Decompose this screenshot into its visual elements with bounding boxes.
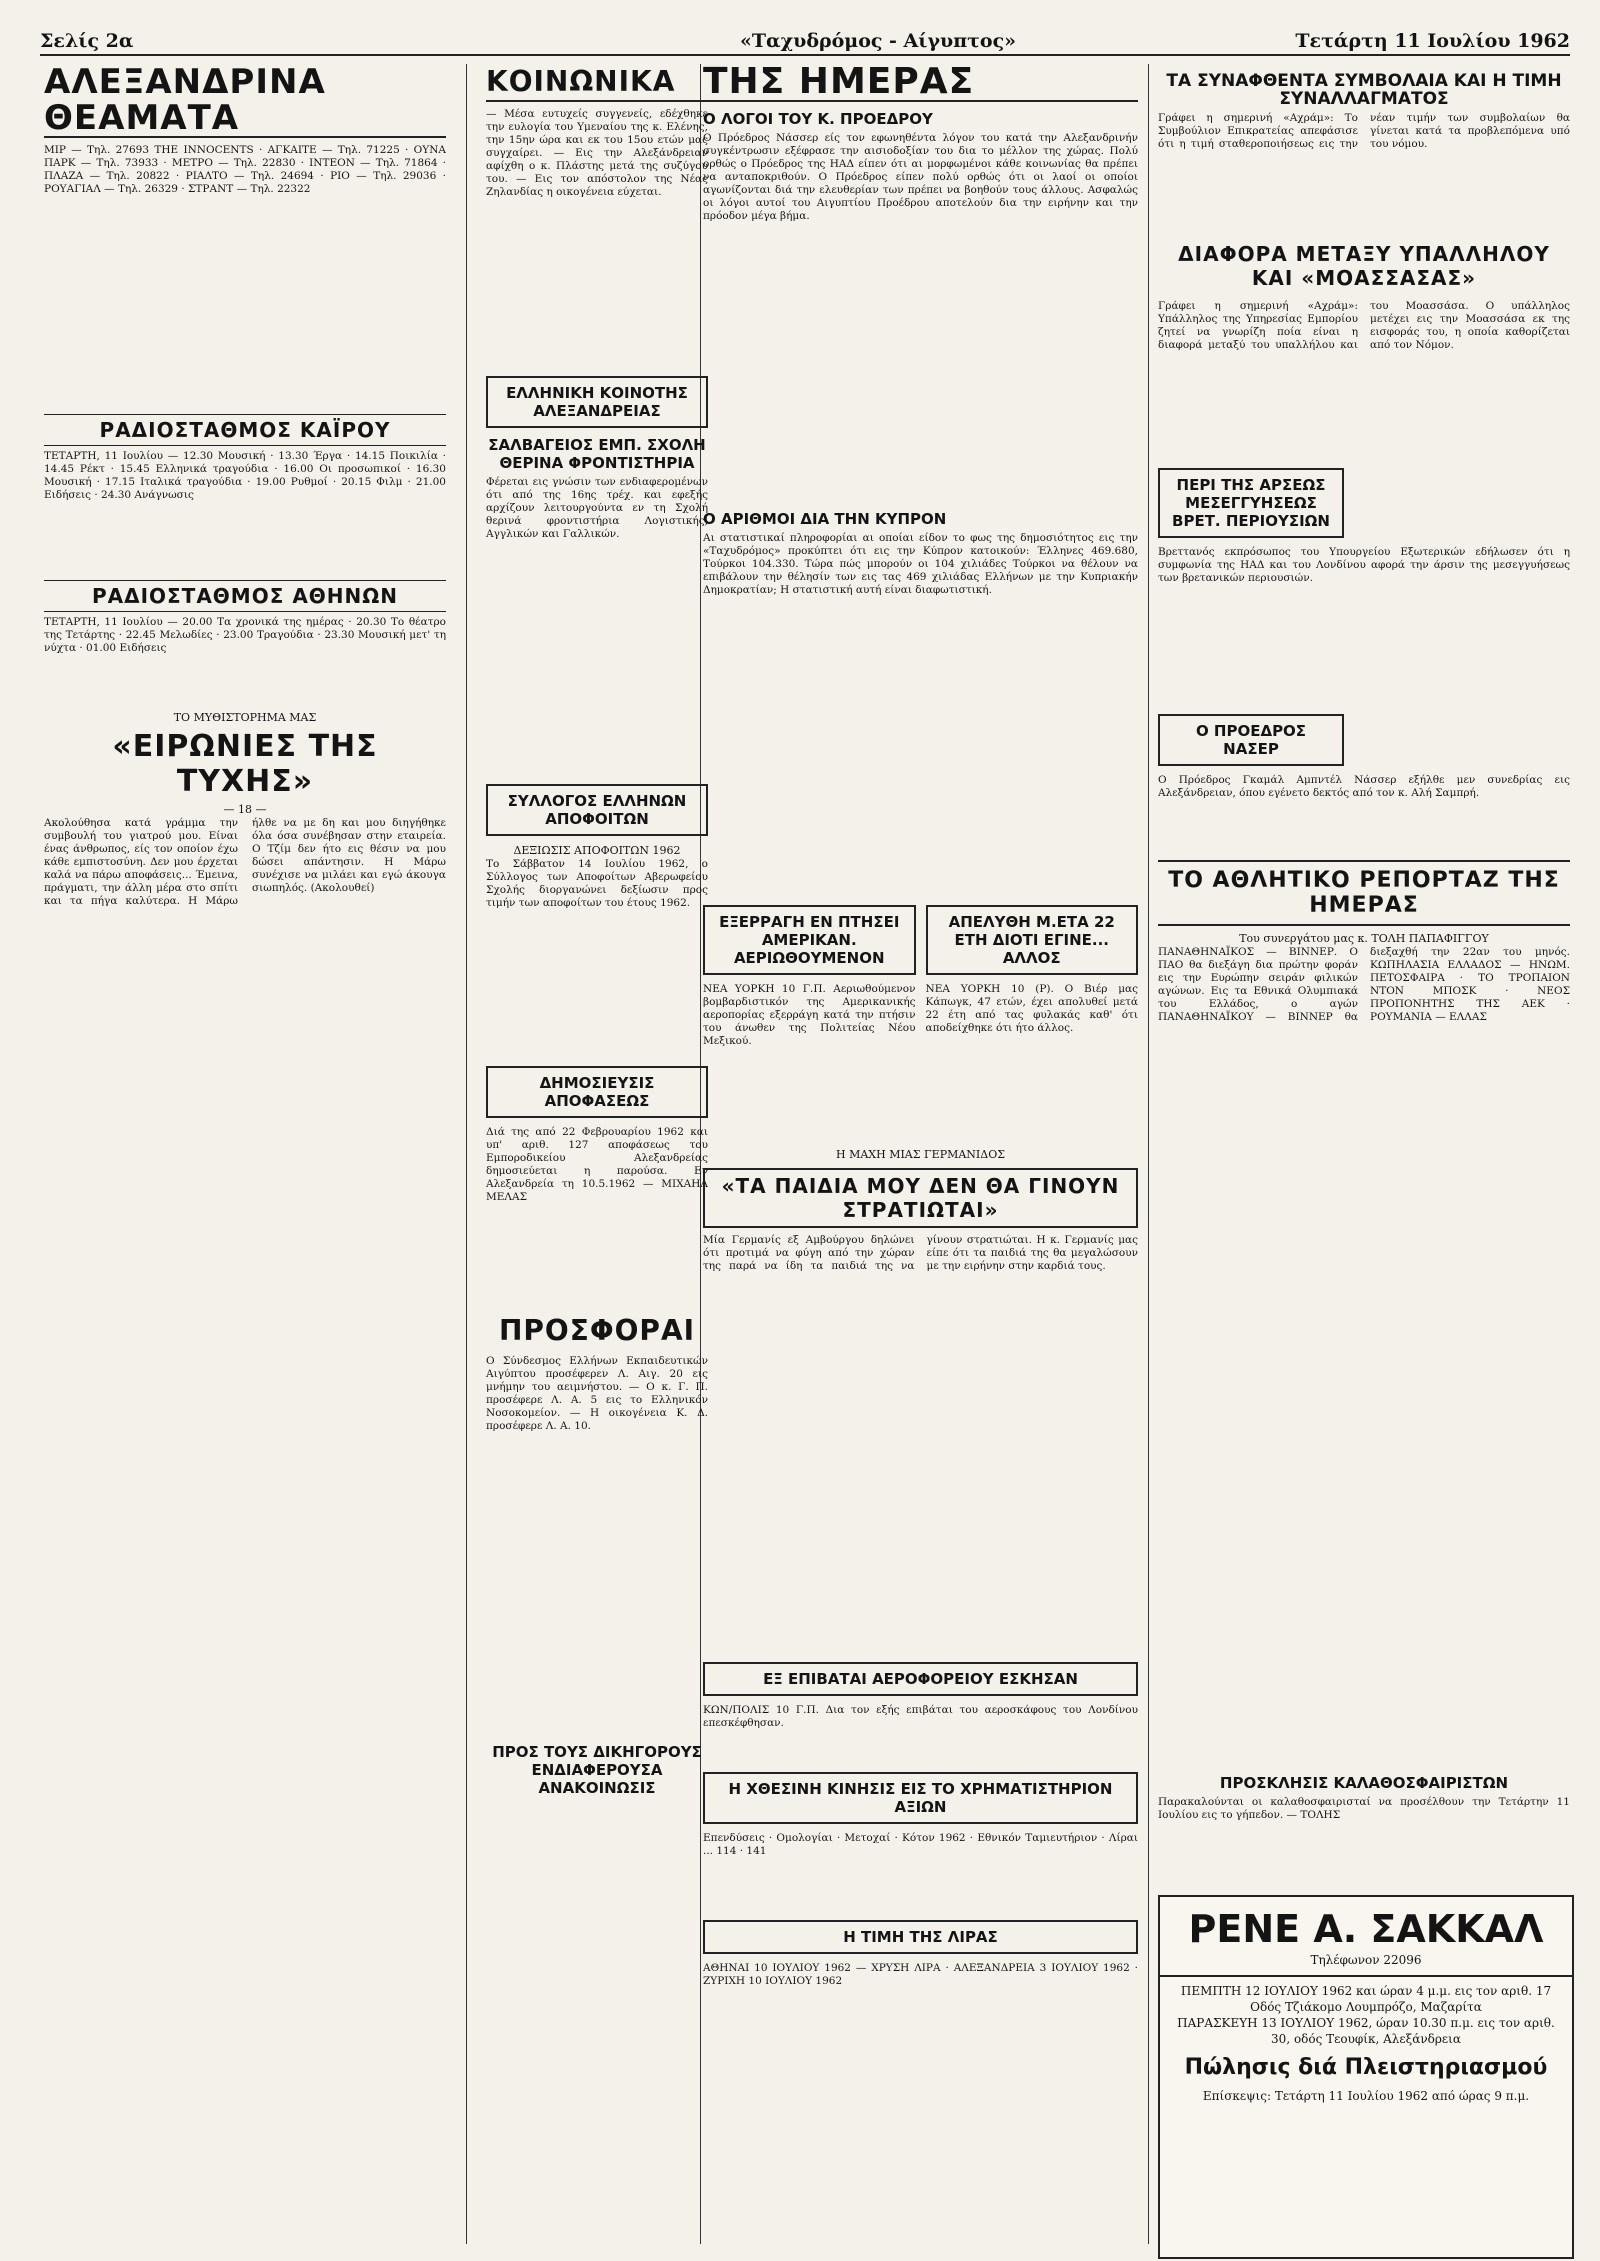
alumni-text: Το Σάββατον 14 Ιουλίου 1962, ο Σύλλογος των Αποφοίτων Αβερωφείου Σχολής διοργανώνει δεξίωσιν προς τιμήν των αποφοίτων του έτους 1962. (486, 858, 708, 909)
masthead (40, 28, 1570, 56)
day-title: ΤΗΣ ΗΜΕΡΑΣ (703, 64, 1138, 102)
invitation-header: ΠΡΟΣΚΛΗΣΙΣ ΚΑΛΑΘΟΣΦΑΙΡΙΣΤΩΝ (1219, 1774, 1509, 1792)
auctioneer-phone: Τηλέφωνον 22096 (1310, 1953, 1422, 1967)
novel-tag: ΤΟ ΜΥΘΙΣΤΟΡΗΜΑ ΜΑΣ (173, 711, 317, 724)
social-title: ΚΟΙΝΩΝΙΚΑ (486, 64, 708, 102)
accords-header: ΤΑ ΣΥΝΑΦΘΕΝΤΑ ΣΥΜΒΟΛΑΙΑ ΚΑΙ Η ΤΙΜΗ ΣΥΝΑΛΛΑΓΜΑΤΟΣ (1166, 71, 1562, 109)
sports-text: ΠΑΝΑΘΗΝΑΪΚΟΣ — ΒΙΝΝΕΡ. Ο ΠΑΟ θα διεξάγη δια πρώτην φοράν εις την Ευρώπην σειράν φιλικών αγώνων. Εις τα Εθνικά Ολυμπιακά του Ελλάδος, ο αγών ΠΑΝΑΘΗΝΑΪΚΟΥ — ΒΙΝΝΕΡ θα διεξαχθή την 22αν του μηνός. ΚΩΠΗΛΑΣΙΑ ΕΛΛΑΔΟΣ — ΗΝΩΜ. ΠΕΤΟΣΦΑΙΡΑ · ΤΟ ΤΡΟΠΑΙΟΝ ΝΤΟΝ ΜΠΟΣΚ · ΝΕΟΣ ΠΡΟΠΟΝΗΤΗΣ ΤΗΣ ΑΕΚ · ΡΟΥΜΑΝΙΑ — ΕΛΛΑΣ (1158, 946, 1570, 1023)
children-text: Μία Γερμανίς εξ Αμβούργου δηλώνει ότι προτιμά να φύγη από την χώραν της παρά να ίδη τα παιδιά της να γίνουν στρατιώται. Η κ. Γερμανίς μας είπε ότι τα παιδιά της θα μεγαλώσουν με την ειρήνην στην καρδιά τους. (703, 1234, 1138, 1272)
issue-date: Τετάρτη 11 Ιουλίου 1962 (1295, 30, 1570, 52)
british-text: Βρεττανός εκπρόσωπος του Υπουργείου Εξωτερικών εδήλωσεν ότι η συμφωνία της ΗΑΔ και του Λονδίνου αφορά την άρσιν της μεσεγγυήσεως των βρετανικών περιουσιών. (1158, 546, 1570, 584)
school-text: Φέρεται εις γνώσιν των ενδιαφερομένων ότι από της 16ης τρέχ. και εφεξής αρχίζουν λειτουργούντα εν τη Σχολή θερινά φροντιστήρια Λογιστικής, Αγγλικών και Γαλλικών. (486, 476, 708, 540)
novel-title: «ΕΙΡΩΝΙΕΣ ΤΗΣ ΤΥΧΗΣ» (112, 729, 378, 799)
radio-athens-schedule: ΤΕΤΑΡΤΗ, 11 Ιουλίου — 20.00 Τα χρονικά της ημέρας · 20.30 Το θέατρο της Τετάρτης · 22.45 Μελωδίες · 23.00 Τραγούδια · 23.30 Μουσική μετ' τη νύχτα · 01.00 Ειδήσεις (44, 616, 446, 654)
radio-cairo-schedule: ΤΕΤΑΡΤΗ, 11 Ιουλίου — 12.30 Μουσική · 13.30 Έργα · 14.15 Ποικιλία · 14.45 Ρέκτ · 15.45 Ελληνικά τραγούδια · 16.00 Οι προσωπικοί · 16.30 Μουσική · 17.15 Ιταλικά τραγούδια · 19.00 Ρυθμοί · 20.15 Φιλμ · 21.00 Ειδήσεις · 24.30 Ανάγνωσις (44, 450, 446, 501)
children-headline: «ΤΑ ΠΑΙΔΙΑ ΜΟΥ ΔΕΝ ΘΑ ΓΙΝΟΥΝ ΣΤΡΑΤΙΩΤΑΙ» (703, 1168, 1138, 1228)
auction-date-2: ΠΑΡΑΣΚΕΥΗ 13 ΙΟΥΛΙΟΥ 1962, ώραν 10.30 π.μ. εις τον αριθ. 30, οδός Τεουφίκ, Αλεξάνδρεια (1177, 2016, 1555, 2046)
community-header: ΕΛΛΗΝΙΚΗ ΚΟΙΝΟΤΗΣ ΑΛΕΞΑΝΔΡΕΙΑΣ (486, 376, 708, 428)
newspaper-name: «Ταχυδρόμος - Αίγυπτος» (740, 30, 1017, 52)
nasser-header: Ο ΠΡΟΕΔΡΟΣ ΝΑΣΕΡ (1158, 714, 1344, 766)
column-entertainment (44, 64, 446, 2244)
social-text: — Μέσα ευτυχείς συγγενείς, εδέχθηκε την ευλογία του Υμεναίου της κ. Ελένης, την 15ην ώρα και εκ του 15ου ετών μας συγχαίρει. — Εις την Αλεξάνδρειαν αφίχθη ο κ. Πλάστης μετά της συζύγου του. — Εις τον απόστολον της Νέας Ζηλανδίας η οικογένεια εύχεται. (486, 108, 708, 198)
auctioneer-name: ΡΕΝΕ Α. ΣΑΚΚΑΛ (1188, 1907, 1544, 1951)
exchange-header: Η ΧΘΕΣΙΝΗ ΚΙΝΗΣΙΣ ΕΙΣ ΤΟ ΧΡΗΜΑΤΙΣΤΗΡΙΟΝ ΑΞΙΩΝ (703, 1772, 1138, 1824)
sports-headline: ΤΟ ΑΘΛΗΤΙΚΟ ΡΕΠΟΡΤΑΖ ΤΗΣ ΗΜΕΡΑΣ (1158, 860, 1570, 926)
radio-cairo-title: ΡΑΔΙΟΣΤΑΘΜΟΣ ΚΑΪΡΟΥ (44, 414, 446, 446)
gold-header: Η ΤΙΜΗ ΤΗΣ ΛΙΡΑΣ (703, 1920, 1138, 1954)
release-header: ΑΠΕΛΥΘΗ Μ.ΕΤΑ 22 ΕΤΗ ΔΙΟΤΙ ΕΓΙΝΕ... ΑΛΛΟΣ (926, 905, 1139, 975)
radio-athens-title: ΡΑΔΙΟΣΤΑΘΜΟΣ ΑΘΗΝΩΝ (44, 580, 446, 612)
cinema-listings: ΜΙΡ — Τηλ. 27693 THE INNOCENTS · ΑΓΚΑΙΤΕ — Τηλ. 71225 · ΟΥΝΑ ΠΑΡΚ — Τηλ. 73933 · ΜΕΤΡΟ — Τηλ. 22830 · ΙΝΤΕΟΝ — Τηλ. 71864 · ΠΛΑΖΑ — Τηλ. 20822 · ΡΙΑΛΤΟ — Τηλ. 24694 · ΡΙΟ — Τηλ. 29036 · ΡΟΥΑΓΙΑΛ — Τηλ. 26329 · ΣΤΡΑΝΤ — Τηλ. 22322 (44, 144, 446, 195)
alumni-subheader: ΔΕΞΙΩΣΙΣ ΑΠΟΦΟΙΤΩΝ 1962 (513, 844, 681, 857)
difference-text: Γράφει η σημερινή «Αχράμ»: Υπάλληλος της Υπηρεσίας Εμπορίου ζητεί να γνωρίζη ποία είναι η διαφορά μεταξύ του υπαλλήλου και του Μοασσάσα. Ο υπάλληλος μετέχει εις την Μοασσάσα εκ της εισφοράς του, η οποία καθορίζεται από τον Νόμον. (1158, 300, 1570, 351)
page-number: Σελίς 2α (40, 30, 134, 52)
column-rule (1148, 64, 1149, 2244)
escape-text: ΚΩΝ/ΠΟΛΙΣ 10 Γ.Π. Δια τον εξής επιβάται του αεροσκάφους του Λονδίνου επεσκέφθησαν. (703, 1704, 1138, 1729)
release-text: ΝΕΑ ΥΟΡΚΗ 10 (Ρ). Ο Βιέρ μας Κάπωγκ, 47 ετών, έχει απολυθεί μετά 22 έτη από τας φυλακάς καθ' ότι αποδείχθηκε ότι ήτο άλλος. (925, 983, 1138, 1034)
auction-visit: Επίσκεψις: Τετάρτη 11 Ιουλίου 1962 από ώρας 9 π.μ. (1202, 2089, 1530, 2103)
alumni-header: ΣΥΛΛΟΓΟΣ ΕΛΛΗΝΩΝ ΑΠΟΦΟΙΤΩΝ (486, 784, 708, 836)
cyprus-text: Αι στατιστικαί πληροφορίαι αι οποίαι είδον το φως της δημοσιότητος εις την «Ταχυδρόμος» προκύπτει ότι εις την Κύπρον κατοικούν: Έλληνες 469.680, Τούρκοι 104.330. Τώρα πώς μπορούν οι 104 χιλιάδες Τούρκοι να θέλουν να επιβάλουν την θέλησίν των εις τας 469 χιλιάδας Ελλήνων με την Κυπριακήν Δημοκρατίαν; Η στατιστική αυτή είναι διαφωτιστική. (703, 532, 1138, 596)
explosion-text: ΝΕΑ ΥΟΡΚΗ 10 Γ.Π. Αεριωθούμενον βομβαρδιστικόν της Αμερικανικής αεροπορίας εξερράγη κατά την πτήσιν του άνωθεν της Πολιτείας Νέου Μεξικού. (703, 983, 916, 1047)
column-day (703, 64, 1138, 2244)
explosion-header: ΕΞΕΡΡΑΓΗ ΕΝ ΠΤΗΣΕΙ ΑΜΕΡΙΚΑΝ. ΑΕΡΙΩΘΟΥΜΕΝΟΝ (703, 905, 916, 975)
cyprus-header: Ο ΑΡΙΘΜΟΙ ΔΙΑ ΤΗΝ ΚΥΠΡΟΝ (703, 510, 947, 528)
column-rule (466, 64, 467, 2244)
invitation-text: Παρακαλούνται οι καλαθοσφαιρισταί να προσέλθουν την Τετάρτην 11 Ιουλίου εις το γήπεδον. — ΤΟΛΗΣ (1158, 1796, 1570, 1821)
fight-subheader: Η ΜΑΧΗ ΜΙΑΣ ΓΕΡΜΑΝΙΔΟΣ (835, 1148, 1006, 1161)
nasser-text: Ο Πρόεδρος Γκαμάλ Αμπντέλ Νάσσερ εξήλθε μεν συνεδρίας εις Αλεξάνδρειαν, όπου εγένετο δεκτός από τον κ. Αλή Σαμπρή. (1158, 774, 1570, 799)
auction-advertisement (1158, 1895, 1574, 2259)
offers-text: Ο Σύνδεσμος Ελλήνων Εκπαιδευτικών Αιγύπτου προσέφερεν Λ. Αιγ. 20 εις μνήμην του αειμνήστου. — Ο κ. Γ. Π. προσέφερε Λ. Α. 5 εις το Ελληνικόν Νοσοκομείον. — Η οικογένεια Κ. Δ. προσέφερε Λ. Α. 10. (486, 1355, 708, 1432)
exchange-text: Επενδύσεις · Ομολογίαι · Μετοχαί · Κότον 1962 · Εθνικόν Ταμιευτήριον · Λίραι ... 114 · 141 (703, 1832, 1138, 1857)
novel-text: Ακολούθησα κατά γράμμα την συμβουλή του γιατρού μου. Είναι ένας άνθρωπος, είς τον οποίον έχω κάθε εμπιστοσύνη. Δεν μου έρχεται καλά να πάρω αποφάσεις... Έμεινα, πράγματι, την άλλη μέρα στο σπίτι και τα πήγα καλύτερα. Η Μάρω ήλθε να με δη και μου διηγήθηκε όλα όσα συνέβησαν στην εταιρεία. Ο Τζίμ δεν ήτο εις θέσιν να μου δώσει απάντησιν. Η Μάρω συνέχισε να μιλάει και εγώ άκουγα σιωπηλός. (Ακολουθεί) (44, 817, 446, 907)
offers-header: ΠΡΟΣΦΟΡΑΙ (498, 1314, 696, 1347)
lawyers-header: ΠΡΟΣ ΤΟΥΣ ΔΙΚΗΓΟΡΟΥΣ ΕΝΔΙΑΦΕΡΟΥΣΑ ΑΝΑΚΟΙΝΩΣΙΣ (492, 1743, 702, 1797)
school-header: ΣΑΛΒΑΓΕΙΟΣ ΕΜΠ. ΣΧΟΛΗ ΘΕΡΙΝΑ ΦΡΟΝΤΙΣΤΗΡΙΑ (488, 436, 706, 472)
president-text: Ο Πρόεδρος Νάσσερ είς τον εφωνηθέντα λόγον του κατά την Αλεξανδρινήν συγκέντρωσιν εξέφρασε την αισιοδοξίαν του δια το μέλλον της χώρας. Πολύ ορθώς ο Πρόεδρος της ΗΑΔ είπεν ότι αι μορφωμένοι κάθε κοινωνίας θα πρέπει να ανταποκριθούν. Ο Πρόεδρος είπεν πολύ ορθώς ότι οι λαοί οι οποίοι αγωνίζονται διά την ελευθερίαν των πρέπει να βοηθούν τους άλλους. Ασφαλώς οι λόγοι αυτοί του Αιγυπτίου Προέδρου αποτελούν δια την ειρήνην και την πρόοδον μέγα βήμα. (703, 132, 1138, 222)
sports-byline: Του συνεργάτου μας κ. ΤΟΛΗ ΠΑΠΑΦΙΓΓΟΥ (1239, 932, 1489, 945)
auction-heading: Πώλησις διά Πλειστηριασμού (1184, 2055, 1548, 2080)
accords-text: Γράφει η σημερινή «Αχράμ»: Το Συμβούλιον Επικρατείας απεφάσισε ότι η τιμή σταθεροποιήσεως εις την νέαν τιμήν των συμβολαίων θα γίνεται κατά τα προβλεπόμενα υπό του νόμου. (1158, 112, 1570, 150)
column-social (486, 64, 708, 2244)
auction-date-1: ΠΕΜΠΤΗ 12 ΙΟΥΛΙΟΥ 1962 και ώραν 4 μ.μ. εις τον αριθ. 17 Οδός Τζιάκομο Λουμπρόζο, Μαζαρίτα (1180, 1984, 1552, 2014)
british-header: ΠΕΡΙ ΤΗΣ ΑΡΣΕΩΣ ΜΕΣΕΓΓΥΗΣΕΩΣ ΒΡΕΤ. ΠΕΡΙΟΥΣΙΩΝ (1158, 468, 1344, 538)
novel-part: — 18 — (223, 803, 267, 816)
difference-header: ΔΙΑΦΟΡΑ ΜΕΤΑΞΥ ΥΠΑΛΛΗΛΟΥ ΚΑΙ «ΜΟΑΣΣΑΣΑΣ» (1178, 242, 1550, 290)
decisions-text: Διά της από 22 Φεβρουαρίου 1962 και υπ' αριθ. 127 αποφάσεως του Εμποροδικείου Αλεξανδρείας δημοσιεύεται η παρούσα. Εν Αλεξανδρεία τη 10.5.1962 — ΜΙΧΑΗΛ ΜΕΛΑΣ (486, 1126, 708, 1203)
gold-text: ΑΘΗΝΑΙ 10 ΙΟΥΛΙΟΥ 1962 — ΧΡΥΣΗ ΛΙΡΑ · ΑΛΕΞΑΝΔΡΕΙΑ 3 ΙΟΥΛΙΟΥ 1962 · ΖΥΡΙΧΗ 10 ΙΟΥΛΙΟΥ 1962 (703, 1962, 1138, 1987)
divider (1160, 1975, 1572, 1977)
section-title: ΑΛΕΞΑΝΔΡΙΝΑ ΘΕΑΜΑΤΑ (44, 64, 446, 138)
decisions-header: ΔΗΜΟΣΙΕΥΣΙΣ ΑΠΟΦΑΣΕΩΣ (486, 1066, 708, 1118)
president-header: Ο ΛΟΓΟΙ ΤΟΥ Κ. ΠΡΟΕΔΡΟΥ (703, 110, 933, 128)
escape-header: ΕΞ ΕΠΙΒΑΤΑΙ ΑΕΡΟΦΟΡΕΙΟΥ ΕΣΚΗΣΑΝ (703, 1662, 1138, 1696)
